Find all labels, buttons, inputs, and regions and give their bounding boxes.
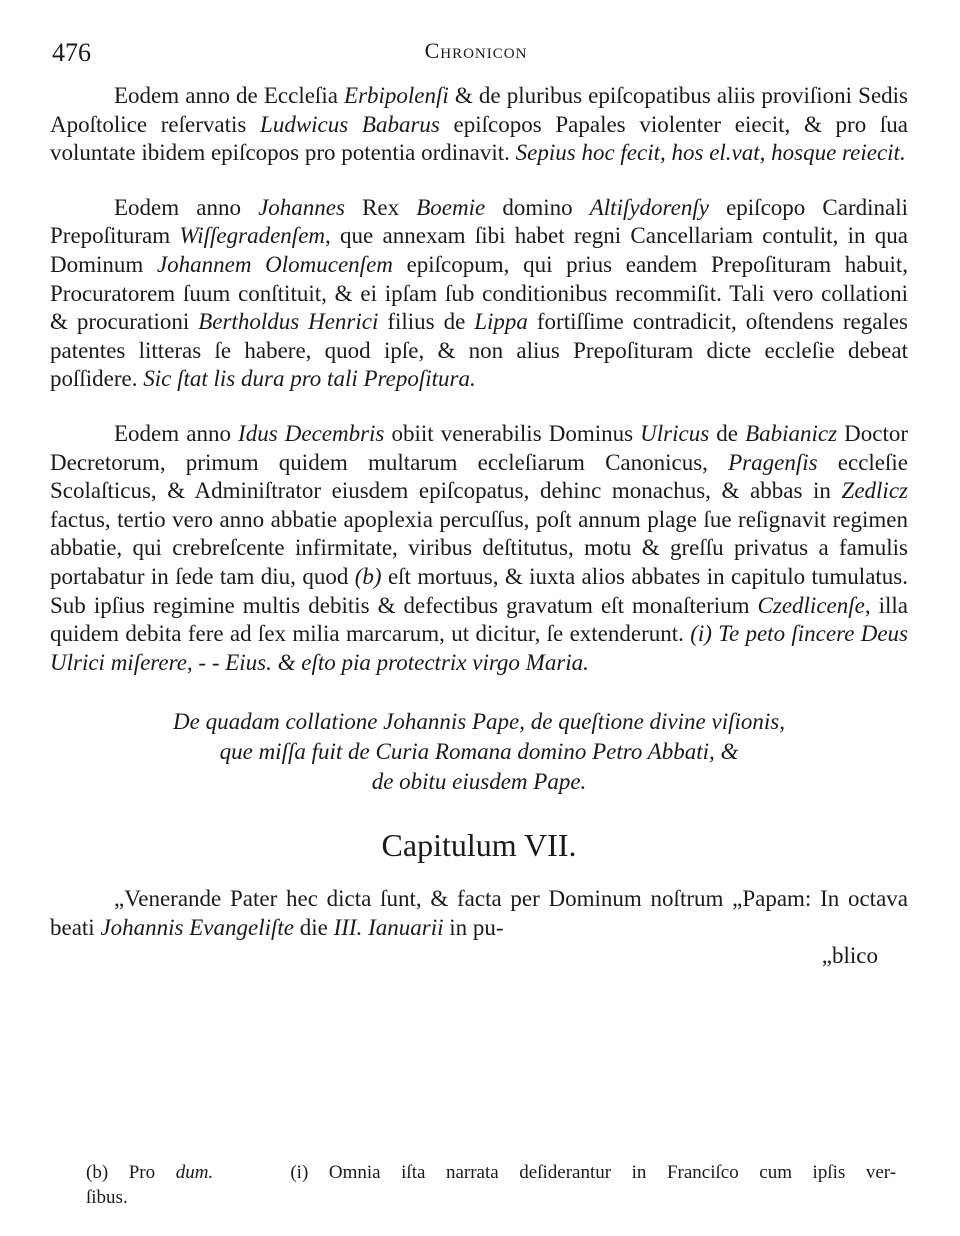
paragraph-1: [50, 82, 908, 168]
italic-text-segment: Altiſydorenſy: [589, 194, 709, 220]
italic-text-segment: Sic ſtat lis dura pro tali Prepoſitura.: [143, 366, 476, 392]
text-segment: eccleſie Scolaſticus, & Adminiſtrator eiusdem epiſcopatus, dehinc monachus, & abbas in: [50, 449, 908, 504]
italic-text-segment: Ulricus: [640, 420, 710, 446]
text-segment: epiſcopo Cardinali Prepoſituram: [50, 194, 908, 249]
text-segment: de: [709, 420, 746, 446]
text-segment: epiſcopum, qui prius eandem Prepoſituram habuit, Procuratorem ſuum conſtituit, & ei ipſam ſub conditionibus recommiſit. Tali vero collationi & procurationi: [50, 251, 908, 335]
italic-text-segment: Boemie: [416, 194, 486, 220]
text-segment: „Venerande Pater hec dicta ſunt, & facta per Dominum noſtrum „Papam: In octava beati: [50, 886, 908, 940]
page-header: [52, 38, 900, 78]
text-segment: domino: [485, 194, 590, 220]
italic-text-segment: Johannem Olomucenſem: [156, 251, 393, 277]
italic-text-segment: III. Ianuarii: [333, 914, 444, 940]
catchword: „blico: [821, 943, 878, 969]
italic-text-segment: Bertholdus Henrici: [198, 309, 379, 335]
text-segment: filius de: [378, 309, 475, 335]
paragraph-2: [50, 194, 908, 394]
italic-text-segment: (i): [690, 621, 712, 647]
text-segment: Doctor Decretorum, primum quidem multarum eccleſiarum Canonicus,: [50, 420, 909, 475]
page-body: [50, 82, 908, 971]
italic-text-segment: Sepius hoc fecit, hos el.vat, hosque reiecit.: [515, 140, 906, 166]
italic-text-segment: Wiſſegradenſem: [179, 223, 326, 249]
text-segment: Eodem anno: [114, 420, 239, 446]
italic-text-segment: Pragenſis: [728, 449, 818, 475]
italic-text-segment: Babianicz: [745, 420, 838, 446]
text-segment: Eodem anno de Eccleſia: [114, 83, 345, 108]
italic-text-segment: Idus Decembris: [238, 420, 385, 446]
chapter-summary-line: de obitu eiusdem Pape.: [371, 769, 587, 795]
footnote-i-mark: (i): [290, 1162, 309, 1183]
italic-text-segment: Ludwicus Babarus: [260, 111, 440, 137]
text-segment: eſt mortuus, & iuxta alios abbates in capitulo tumulatus. Sub ipſius regimine multis debitis & defectibus gravatum eſt monaſterium: [50, 563, 908, 618]
footnote-continuation: ſibus.: [86, 1187, 128, 1208]
text-segment: , que annexam ſibi habet regni Cancellariam contulit, in qua Dominum: [50, 223, 908, 277]
footnotes: [86, 1160, 896, 1210]
chapter-summary: [50, 707, 908, 797]
text-segment: obiit venerabilis Dominus: [384, 420, 641, 446]
italic-text-segment: Eius. & eſto pia protectrix virgo Maria.: [225, 649, 589, 675]
text-segment: , illa quidem debita fere ad ſex milia marcarum, ut dicitur, ſe extenderunt.: [50, 592, 908, 647]
italic-text-segment: Zedlicz: [841, 478, 908, 504]
chapter-title: Capitulum VII.: [381, 827, 577, 864]
page-number: 476: [52, 38, 91, 67]
italic-text-segment: Johannis Evangeliſte: [100, 914, 294, 940]
italic-text-segment: Te peto ſincere Deus Ulrici miſerere,: [50, 621, 908, 675]
paragraph-4: [50, 885, 908, 942]
text-segment: factus, tertio vero anno abbatie apoplexia percuſſus, poſt annum plage ſue reſignavit regimen abbatie, qui crebreſcente infirmitate, viribus deſtitutus, motu & greſſu privatus a famulis portabatur in ſede tam diu, quod: [50, 506, 908, 589]
text-segment: & de pluribus epiſcopatibus aliis proviſioni Sedis Apoſtolice reſervatis: [50, 83, 908, 137]
text-segment: - -: [192, 649, 226, 675]
text-segment: Eodem anno: [114, 194, 259, 220]
chapter-summary-line: que miſſa fuit de Curia Romana domino Petro Abbati, &: [219, 739, 739, 765]
italic-text-segment: (b): [354, 563, 382, 589]
running-title: Chronicon: [424, 38, 528, 63]
paragraph-3: [50, 420, 908, 677]
footnote-i-text: Omnia iſta narrata deſiderantur in Franciſco cum ipſis ver-: [328, 1162, 897, 1183]
text-segment: fortiſſime contradicit, oſtendens regales patentes litteras ſe habere, quod ipſe, & non alius Prepoſituram dicte eccleſie debeat poſſidere.: [50, 309, 908, 392]
text-segment: Rex: [344, 194, 417, 220]
italic-text-segment: Czedlicenſe: [757, 592, 865, 618]
footnote-line: [86, 1160, 896, 1185]
text-segment: epiſcopos Papales violenter eiecit, & pro ſua voluntate ibidem epiſcopos pro potentia ordinavit.: [50, 111, 908, 166]
text-segment: in pu-: [443, 914, 504, 940]
italic-text-segment: Erbipolenſi: [344, 83, 449, 108]
italic-text-segment: Lippa: [474, 309, 528, 335]
chapter-summary-line: De quadam collatione Johannis Pape, de queſtione divine viſionis,: [173, 709, 785, 735]
footnote-b-text: Pro: [128, 1162, 176, 1183]
text-segment: die: [294, 914, 334, 940]
footnote-b-mark: (b): [86, 1162, 109, 1183]
footnote-b-italic: dum.: [175, 1162, 214, 1183]
italic-text-segment: Johannes: [258, 194, 345, 220]
